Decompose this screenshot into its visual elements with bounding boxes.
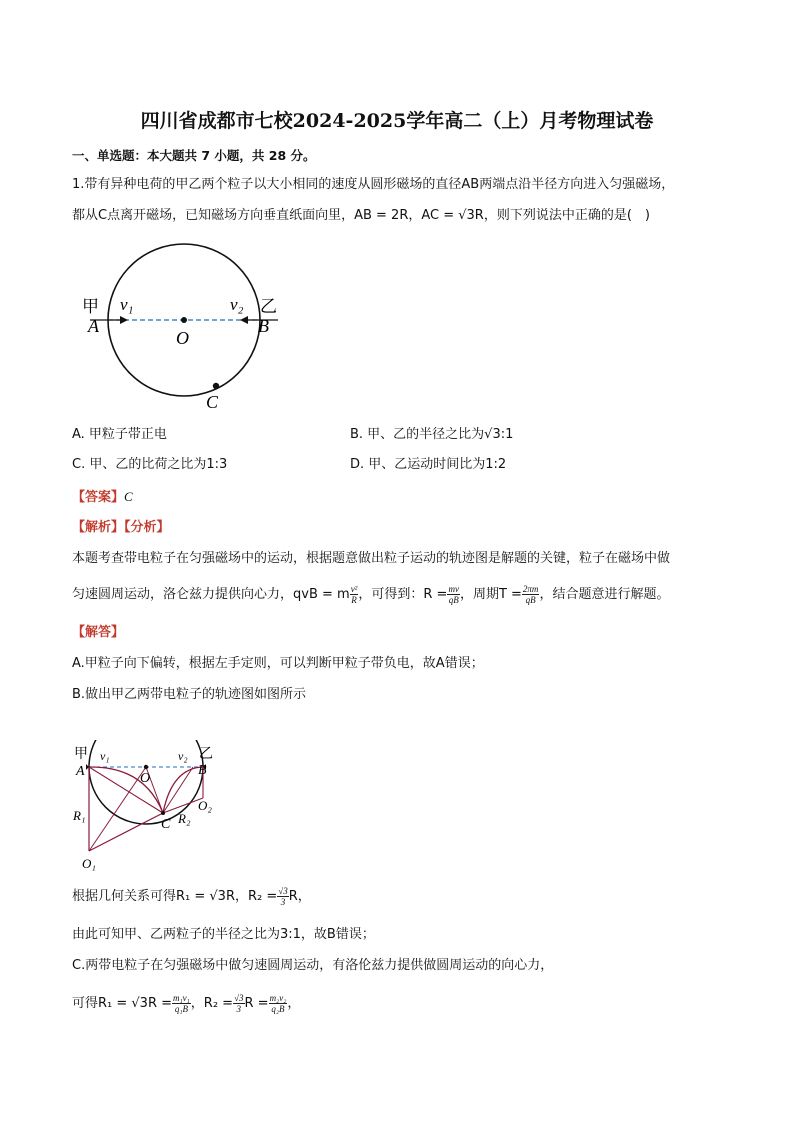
- label-yi: 乙: [260, 297, 277, 316]
- last-text-c: R =: [244, 996, 269, 1011]
- option-a: A. 甲粒子带正电: [72, 427, 167, 442]
- question-1-line-2: 都从C点离开磁场，已知磁场方向垂直纸面向里，AB = 2R，AC = √3R，则下列说法中正确的是( ): [72, 208, 650, 223]
- point-c: [213, 383, 219, 389]
- label-o: O: [140, 771, 151, 786]
- option-b: B. 甲、乙的半径之比为√3:1: [350, 427, 514, 442]
- center-point-o: [181, 317, 187, 323]
- label-c: C: [161, 817, 171, 832]
- solution-line-b: B.做出甲乙两带电粒子的轨迹图如图所示: [72, 687, 307, 702]
- trajectory-yi: [163, 767, 203, 813]
- label-b: B: [258, 316, 269, 336]
- analysis-text-b: ，可得到：R =: [358, 587, 448, 602]
- option-c: C. 甲、乙的比荷之比为1:3: [72, 457, 228, 472]
- label-a: A: [76, 764, 85, 779]
- answer-line: [72, 488, 133, 507]
- label-o: O: [176, 328, 189, 348]
- label-jia: 甲: [82, 297, 99, 316]
- label-c: C: [206, 392, 219, 412]
- label-v2: v₂: [178, 749, 188, 763]
- geometry-text-b: R，: [288, 889, 311, 904]
- point-c: [161, 811, 165, 815]
- analysis-line-2: [72, 583, 669, 607]
- label-r2: R₂: [178, 811, 191, 826]
- fraction-2pim-over-qb: $\frac{2\pi m}{qB}$: [522, 584, 539, 605]
- analysis-text-d: ，结合题意进行解题。: [539, 587, 670, 602]
- label-a: A: [88, 316, 99, 336]
- solution-ratio-line: 由此可知甲、乙两粒子的半径之比为3:1，故B错误；: [72, 927, 375, 942]
- label-o2: O₂: [198, 798, 212, 813]
- analysis-label: 【解析】【分析】: [72, 520, 170, 535]
- fraction-sqrt3-over-3: $\frac{√3}{3}$: [278, 886, 288, 907]
- fraction-sqrt3-over-3-b: $\frac{√3}{3}$: [234, 993, 244, 1014]
- answer-value: C: [124, 489, 133, 504]
- analysis-text-c: ，周期T =: [459, 587, 522, 602]
- last-text-a: 可得R₁ = √3R =: [72, 996, 173, 1011]
- section-heading: 一、单选题：本大题共 7 小题，共 28 分。: [72, 148, 316, 163]
- fraction-mv-over-qb: $\frac{mv}{qB}$: [448, 584, 459, 605]
- label-jia: 甲: [74, 747, 88, 762]
- analysis-line-1: 本题考查带电粒子在匀强磁场中的运动，根据题意做出粒子运动的轨迹图是解题的关键，粒子在磁场中做: [72, 551, 671, 566]
- label-r1: R₁: [73, 808, 86, 823]
- analysis-text-a: 匀速圆周运动，洛仑兹力提供向心力，qvB = m: [72, 587, 350, 602]
- center-o: [144, 765, 148, 769]
- solution-label: 【解答】: [72, 625, 125, 640]
- figure-1-magnetic-field-circle: [78, 236, 318, 414]
- label-yi: 乙: [199, 747, 213, 762]
- geometry-text-a: 根据几何关系可得R₁ = √3R，R₂ =: [72, 889, 278, 904]
- label-b: B: [198, 763, 207, 778]
- label-o1: O₁: [82, 856, 96, 871]
- answer-label: 【答案】: [72, 490, 125, 505]
- question-1-line-1: 1.带有异种电荷的甲乙两个粒子以大小相同的速度从圆形磁场的直径AB两端点沿半径方向进入匀强磁场，: [72, 177, 675, 192]
- solution-line-a: A.甲粒子向下偏转，根据左手定则，可以判断甲粒子带负电，故A错误；: [72, 656, 484, 671]
- solution-last-line: [72, 992, 300, 1016]
- o1-to-c: [89, 813, 163, 851]
- last-text-d: ，: [287, 996, 301, 1011]
- fraction-m1v1-over-q1b: $\frac{\text{m₁v₁}}{\text{q₁B}}$: [173, 993, 190, 1014]
- label-v2: v₂: [230, 295, 244, 314]
- label-v1: v₁: [120, 295, 134, 314]
- last-text-b: ，R₂ =: [190, 996, 234, 1011]
- page-title: 四川省成都市七校2024-2025学年高二（上）月考物理试卷: [140, 110, 654, 132]
- figure-2-trajectory-diagram: [72, 740, 232, 880]
- label-v1: v₁: [100, 749, 110, 763]
- solution-line-c: C.两带电粒子在匀强磁场中做匀速圆周运动，有洛伦兹力提供做圆周运动的向心力，: [72, 958, 554, 973]
- solution-geometry-line: [72, 885, 311, 909]
- construction-line-1: [89, 767, 146, 851]
- fraction-m2v2-over-q2b: $\frac{\text{m₂v₂}}{\text{q₂B}}$: [269, 993, 287, 1014]
- fraction-v2-over-r: $\frac{\text{v²}}{R}$: [350, 584, 358, 605]
- option-d: D. 甲、乙运动时间比为1:2: [350, 457, 507, 472]
